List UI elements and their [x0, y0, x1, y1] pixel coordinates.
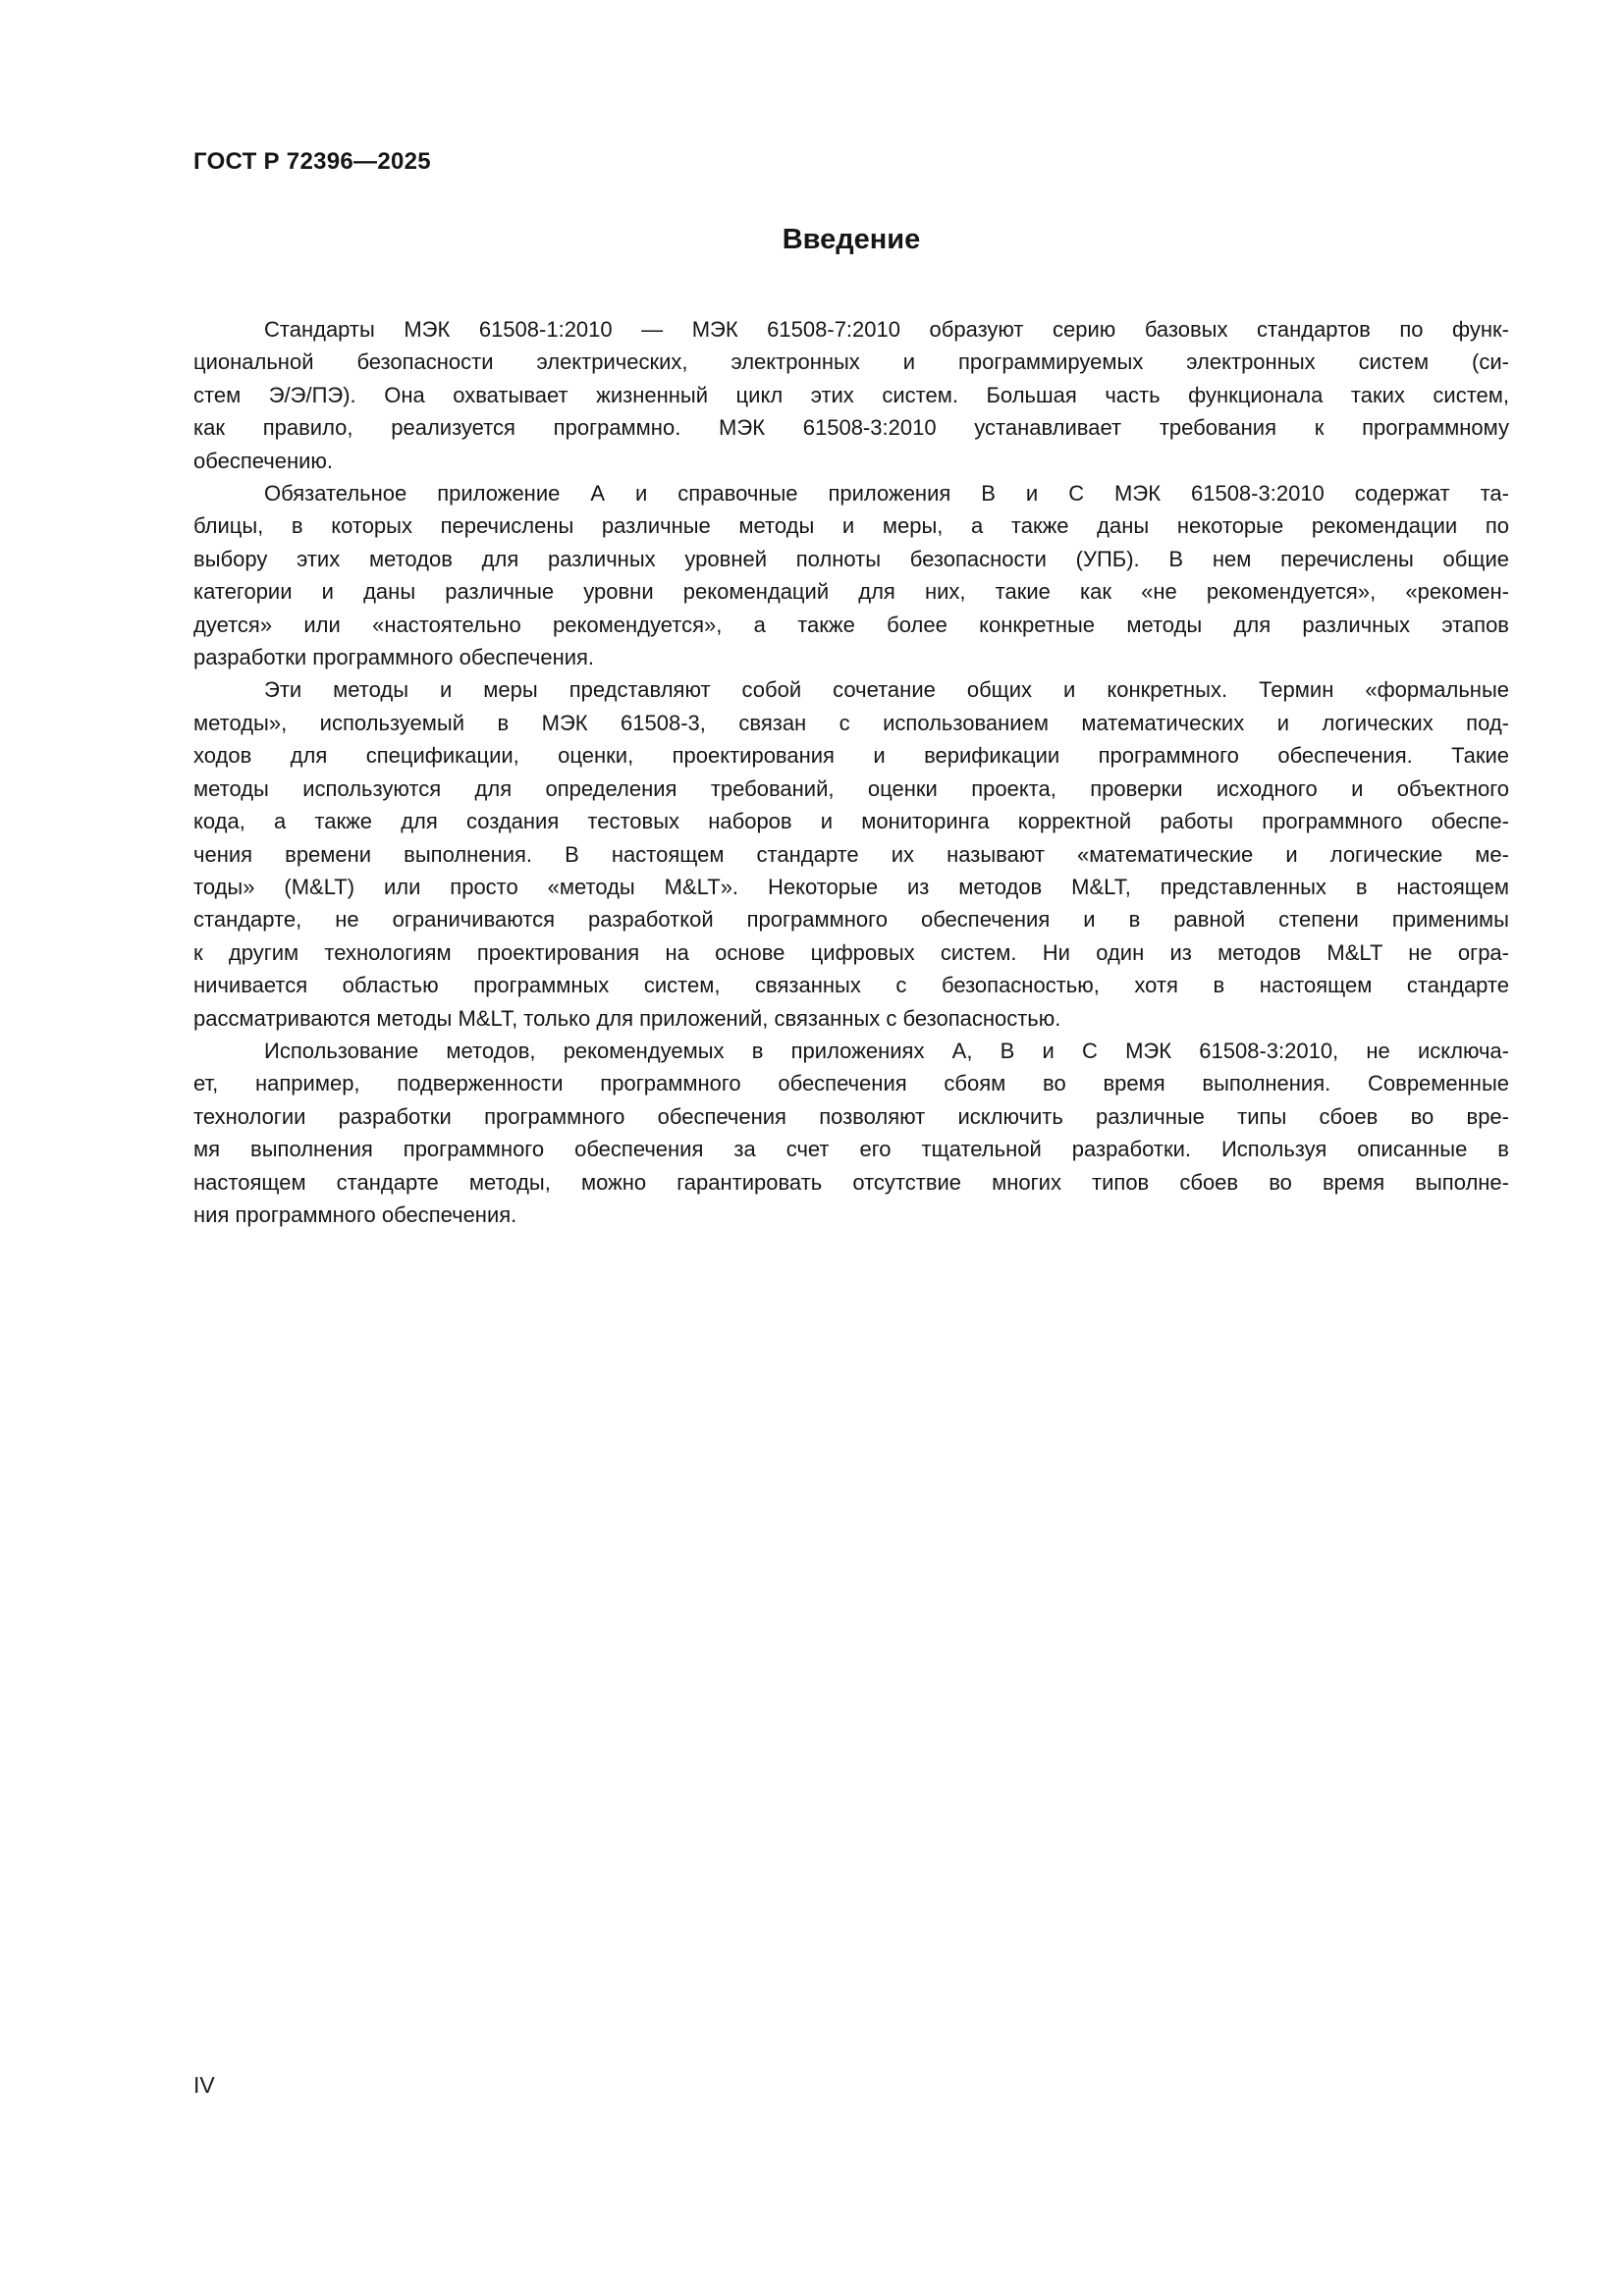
page-number: IV — [193, 2072, 215, 2098]
intro-paragraph-1: Стандарты МЭК 61508-1:2010 — МЭК 61508-7:2010 образуют серию базовых стандартов по функ- циональной безопасности электрических, электронных и программируемых электронных систем (си- стем Э/Э/ПЭ). Она охватывает жизненный цикл этих систем. Большая часть функционала таких систем, как правило, реализуется программно. МЭК 61508-3:2010 устанавливает требования к программному обеспечению. — [193, 317, 1509, 473]
content-area — [193, 313, 1509, 1231]
intro-paragraph-3: Эти методы и меры представляют собой сочетание общих и конкретных. Термин «формальные методы», используемый в МЭК 61508-3, связан с использованием математических и логических под- ходов для спецификации, оценки, проектирования и верификации программного обеспечения. Такие методы используются для определения требований, оценки проекта, проверки исходного и объектного кода, а также для создания тестовых наборов и мониторинга корректной работы программного обеспе- чения времени выполнения. В настоящем стандарте их называют «математические и логические ме- тоды» (M&LT) или просто «методы M&LT». Некоторые из методов M&LT, представленных в настоящем стандарте, не ограничиваются разработкой программного обеспечения и в равной степени применимы к другим технологиям проектирования на основе цифровых систем. Ни один из методов M&LT не огра- ничивается областью программных систем, связанных с безопасностью, хотя в настоящем стандарте рассматриваются методы M&LT, только для приложений, связанных с безопасностью. — [193, 677, 1509, 1031]
intro-paragraph-2: Обязательное приложение А и справочные приложения В и С МЭК 61508-3:2010 содержат та- блицы, в которых перечислены различные методы и меры, а также даны некоторые рекомендации по выбору этих методов для различных уровней полноты безопасности (УПБ). В нем перечислены общие категории и даны различные уровни рекомендаций для них, такие как «не рекомендуется», «рекомен- дуется» или «настоятельно рекомендуется», а также более конкретные методы для различных этапов разработки программного обеспечения. — [193, 481, 1509, 670]
intro-paragraph-4: Использование методов, рекомендуемых в приложениях А, В и С МЭК 61508-3:2010, не исключа- ет, например, подверженности программного обеспечения сбоям во время выполнения. Современные технологии разработки программного обеспечения позволяют исключить различные типы сбоев во вре- мя выполнения программного обеспечения за счет его тщательной разработки. Используя описанные в настоящем стандарте методы, можно гарантировать отсутствие многих типов сбоев во время выполне- ния программного обеспечения. — [193, 1038, 1509, 1227]
doc-number: ГОСТ Р 72396—2025 — [193, 148, 431, 175]
page-title: Введение — [782, 224, 921, 255]
